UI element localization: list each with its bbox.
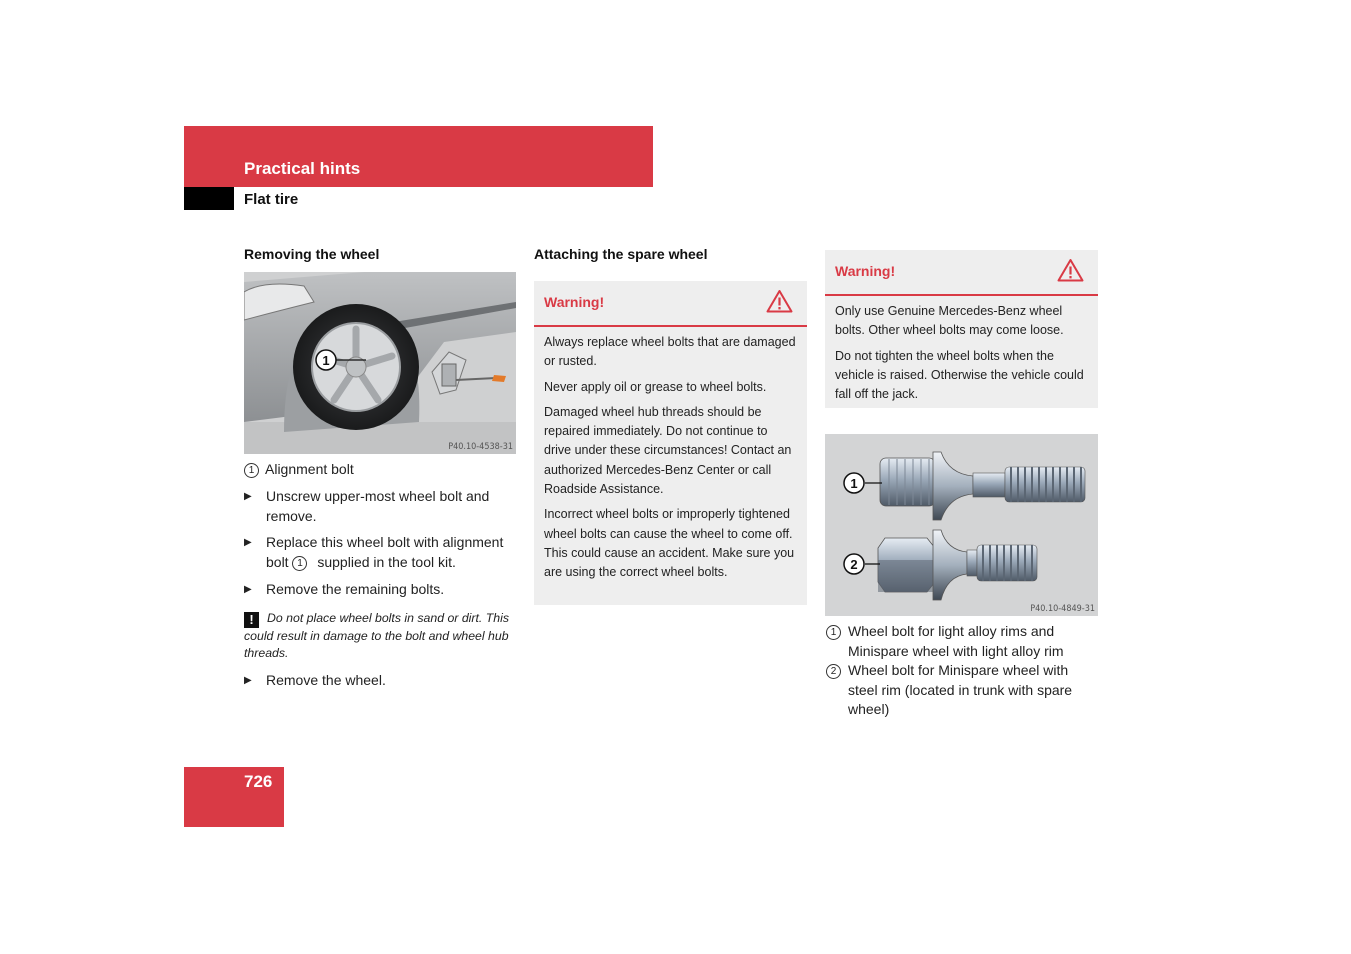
step-text: Unscrew upper-most wheel bolt and remove.: [266, 488, 490, 524]
exclamation-icon: !: [244, 612, 259, 628]
subsection-marker: [184, 187, 234, 210]
legend-alignment-bolt: [244, 460, 354, 480]
step-remove-bolts: [244, 580, 519, 600]
warning-title: Warning!: [544, 294, 605, 310]
warning-triangle-icon: [766, 289, 793, 313]
step-text: Replace this wheel bolt with alignment bolt 1 supplied in the tool kit.: [266, 534, 504, 570]
warning-header: [825, 250, 1098, 296]
image-code: P40.10-4538-31: [448, 442, 513, 452]
wheel-bolts-illustration: [825, 434, 1098, 616]
legend-label: Wheel bolt for light alloy rims and Minispare wheel with light alloy rim: [848, 623, 1064, 659]
warning-triangle-icon: [1057, 258, 1084, 282]
arrow-bullet-icon: ▶: [244, 584, 252, 595]
section-title: Practical hints: [244, 159, 361, 178]
bolt-legend: [826, 622, 1098, 720]
image-callout-1: 1: [850, 476, 858, 491]
wheel-bolts-image: [825, 434, 1098, 616]
arrow-bullet-icon: ▶: [244, 537, 252, 548]
warning-paragraph: Never apply oil or grease to wheel bolts.: [544, 379, 767, 394]
legend-label: Wheel bolt for Minispare wheel with steel rim (located in trunk with spare wheel): [848, 662, 1073, 717]
image-callout-1: 1: [322, 353, 330, 368]
warning-title: Warning!: [835, 263, 896, 279]
step-unscrew-bolt: [244, 487, 519, 526]
step-remove-wheel: [244, 671, 519, 691]
legend-number: 2: [826, 664, 841, 679]
legend-label: Alignment bolt: [265, 461, 354, 477]
image-code: P40.10-4849-31: [1030, 604, 1095, 614]
arrow-bullet-icon: ▶: [244, 675, 252, 686]
attaching-spare-heading: Attaching the spare wheel: [534, 246, 708, 262]
warning-paragraph: Only use Genuine Mercedes-Benz wheel bolts. Other wheel bolts may come loose.: [835, 304, 1064, 338]
wheel-removal-image: [244, 272, 516, 454]
car-wheel-illustration: [244, 272, 516, 454]
arrow-bullet-icon: ▶: [244, 491, 252, 502]
warning-body: [825, 296, 1098, 418]
page-number: 726: [244, 772, 273, 791]
inline-callout: 1: [292, 556, 307, 571]
warning-paragraph: Damaged wheel hub threads should be repaired immediately. Do not continue to drive under these circumstances! Contact an authorized Mercedes-Benz Center or call Roadside Assistance.: [544, 404, 792, 497]
warning-body: [534, 327, 807, 597]
image-callout-2: 2: [850, 557, 858, 572]
legend-item: [826, 661, 1098, 720]
warning-box-bolts: [534, 281, 807, 605]
legend-number: 1: [826, 625, 841, 640]
warning-box-genuine: [825, 250, 1098, 408]
warning-paragraph: Incorrect wheel bolts or improperly tightened wheel bolts can cause the wheel to come off. This could cause an accident. Make sure you are using the correct wheel bolts.: [544, 507, 795, 580]
step-replace-bolt: [244, 533, 519, 572]
legend-number: 1: [244, 463, 259, 478]
warning-paragraph: Do not tighten the wheel bolts when the vehicle is raised. Otherwise the vehicle could fall off the jack.: [835, 348, 1084, 402]
caution-note: [244, 610, 519, 662]
removing-wheel-heading: Removing the wheel: [244, 246, 380, 262]
legend-item: [826, 622, 1098, 661]
note-text: Do not place wheel bolts in sand or dirt. This could result in damage to the bolt and wheel hub threads.: [244, 611, 509, 661]
step-text: Remove the wheel.: [266, 672, 386, 688]
warning-header: [534, 281, 807, 327]
subsection-title: Flat tire: [244, 191, 299, 208]
step-text: Remove the remaining bolts.: [266, 581, 445, 597]
warning-paragraph: Always replace wheel bolts that are damaged or rusted.: [544, 335, 796, 369]
